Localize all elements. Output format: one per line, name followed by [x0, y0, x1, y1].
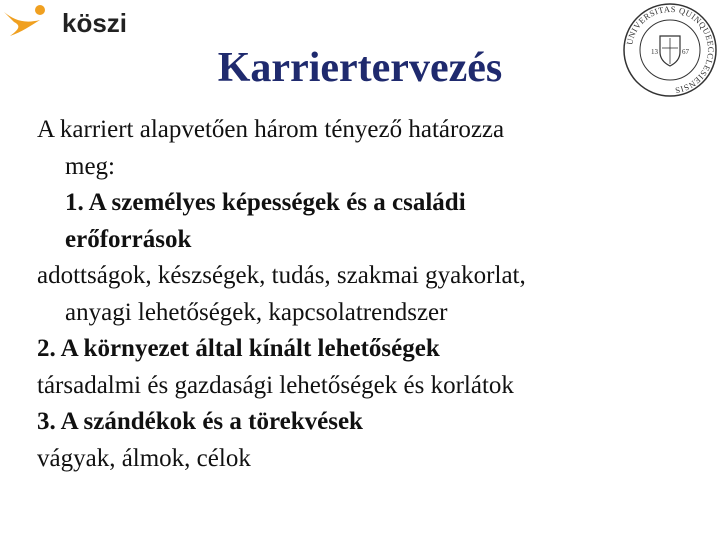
intro-line-1: A karriert alapvetően három tényező határozza	[37, 116, 505, 143]
intro-line-2: meg:	[65, 152, 115, 180]
slide-body	[37, 112, 687, 477]
figure-head-icon	[35, 5, 45, 15]
item1-heading-line-2: erőforrások	[65, 225, 192, 253]
logo-wordmark: köszi	[62, 8, 128, 38]
koszi-logo	[0, 0, 140, 44]
page-title	[0, 40, 720, 96]
figure-icon	[4, 12, 40, 36]
page-title-text: Karriertervezés	[217, 45, 503, 91]
item3-detail: vágyak, álmok, célok	[37, 444, 251, 472]
item3-heading: 3. A szándékok és a törekvések	[37, 408, 363, 435]
item2-detail: társadalmi és gazdasági lehetőségek és korlátok	[37, 371, 514, 399]
seal-ring-text: UNIVERSITAS QUINQUEECCLESIENSIS	[624, 3, 717, 96]
item1-detail-line-1: adottságok, készségek, tudás, szakmai gyakorlat,	[37, 262, 526, 289]
seal-year-right: 67	[682, 48, 689, 56]
item1-detail-line-2: anyagi lehetőségek, kapcsolatrendszer	[65, 298, 448, 326]
item1-heading-line-1: 1. A személyes képességek és a családi	[65, 189, 466, 216]
seal-year-left: 13	[651, 48, 658, 56]
item2-heading: 2. A környezet által kínált lehetőségek	[37, 335, 440, 362]
